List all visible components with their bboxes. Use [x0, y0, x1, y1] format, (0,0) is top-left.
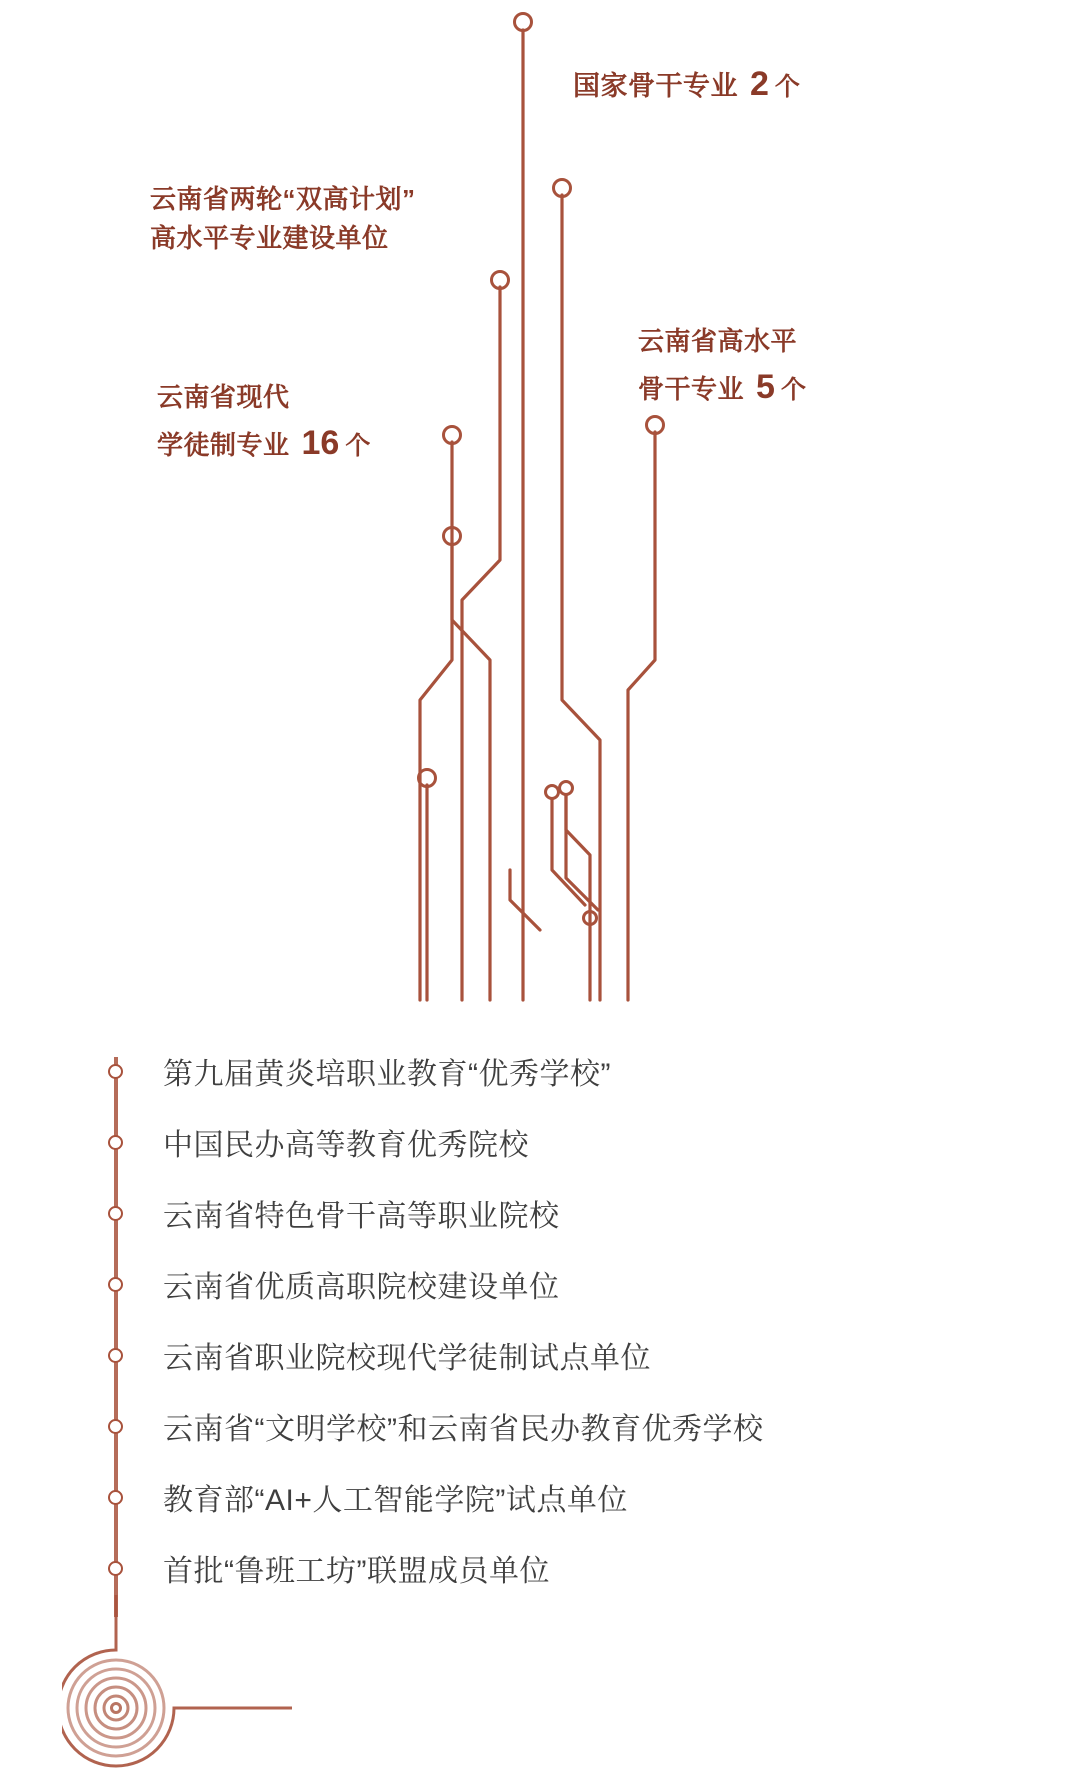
spiral-icon	[62, 1595, 292, 1770]
timeline-node-icon	[108, 1561, 123, 1576]
list-item	[0, 1532, 1080, 1603]
callout-unit: 个	[774, 73, 801, 101]
honors-list	[0, 1035, 1080, 1603]
callout-value: 5	[756, 367, 775, 406]
honor-label: 首批“鲁班工坊”联盟成员单位	[163, 1554, 550, 1588]
honor-label: 中国民办高等教育优秀院校	[163, 1128, 529, 1162]
spiral-terminator	[62, 1595, 292, 1770]
timeline-node-icon	[108, 1206, 123, 1221]
callout-label-line2: 学徒制专业	[157, 429, 290, 460]
callout-value: 16	[301, 423, 340, 462]
list-item	[0, 1319, 1080, 1390]
callout-unit: 个	[780, 375, 807, 404]
callout-national-backbone-major	[573, 60, 800, 108]
list-item	[0, 1461, 1080, 1532]
callout-label-line1: 云南省现代	[157, 382, 290, 412]
timeline-node-icon	[108, 1419, 123, 1434]
list-item	[0, 1035, 1080, 1106]
callout-label-line2: 高水平专业建设单位	[150, 223, 389, 253]
list-item	[0, 1106, 1080, 1177]
callout-label: 国家骨干专业	[573, 71, 738, 101]
callout-label-line1: 云南省高水平	[638, 326, 798, 356]
callout-label-line2-wrap	[638, 362, 806, 414]
timeline-node-icon	[108, 1277, 123, 1292]
callout-unit: 个	[345, 431, 371, 460]
callout-yunnan-twin-high-plan	[150, 180, 416, 258]
honor-label: 云南省“文明学校”和云南省民办教育优秀学校	[163, 1412, 764, 1446]
honor-label: 第九届黄炎培职业教育“优秀学校”	[163, 1057, 611, 1091]
honor-label: 云南省优质高职院校建设单位	[163, 1270, 560, 1304]
timeline-node-icon	[108, 1135, 123, 1150]
timeline-node-icon	[108, 1490, 123, 1505]
list-item	[0, 1390, 1080, 1461]
list-item	[0, 1248, 1080, 1319]
timeline-node-icon	[108, 1348, 123, 1363]
callout-label-line2-wrap	[157, 418, 371, 470]
callout-yunnan-modern-apprenticeship-major	[157, 378, 371, 469]
callout-label-line2: 骨干专业	[638, 373, 745, 404]
list-item	[0, 1177, 1080, 1248]
timeline-node-icon	[108, 1064, 123, 1079]
honor-label: 云南省职业院校现代学徒制试点单位	[163, 1341, 651, 1375]
honors-timeline	[0, 1035, 1080, 1775]
callout-yunnan-high-level-backbone-major	[638, 322, 806, 413]
callout-value: 2	[750, 65, 769, 103]
callout-label-line1: 云南省两轮“双高计划”	[150, 184, 416, 214]
honor-label: 云南省特色骨干高等职业院校	[163, 1199, 560, 1233]
honor-label: 教育部“AI+人工智能学院”试点单位	[163, 1483, 628, 1517]
